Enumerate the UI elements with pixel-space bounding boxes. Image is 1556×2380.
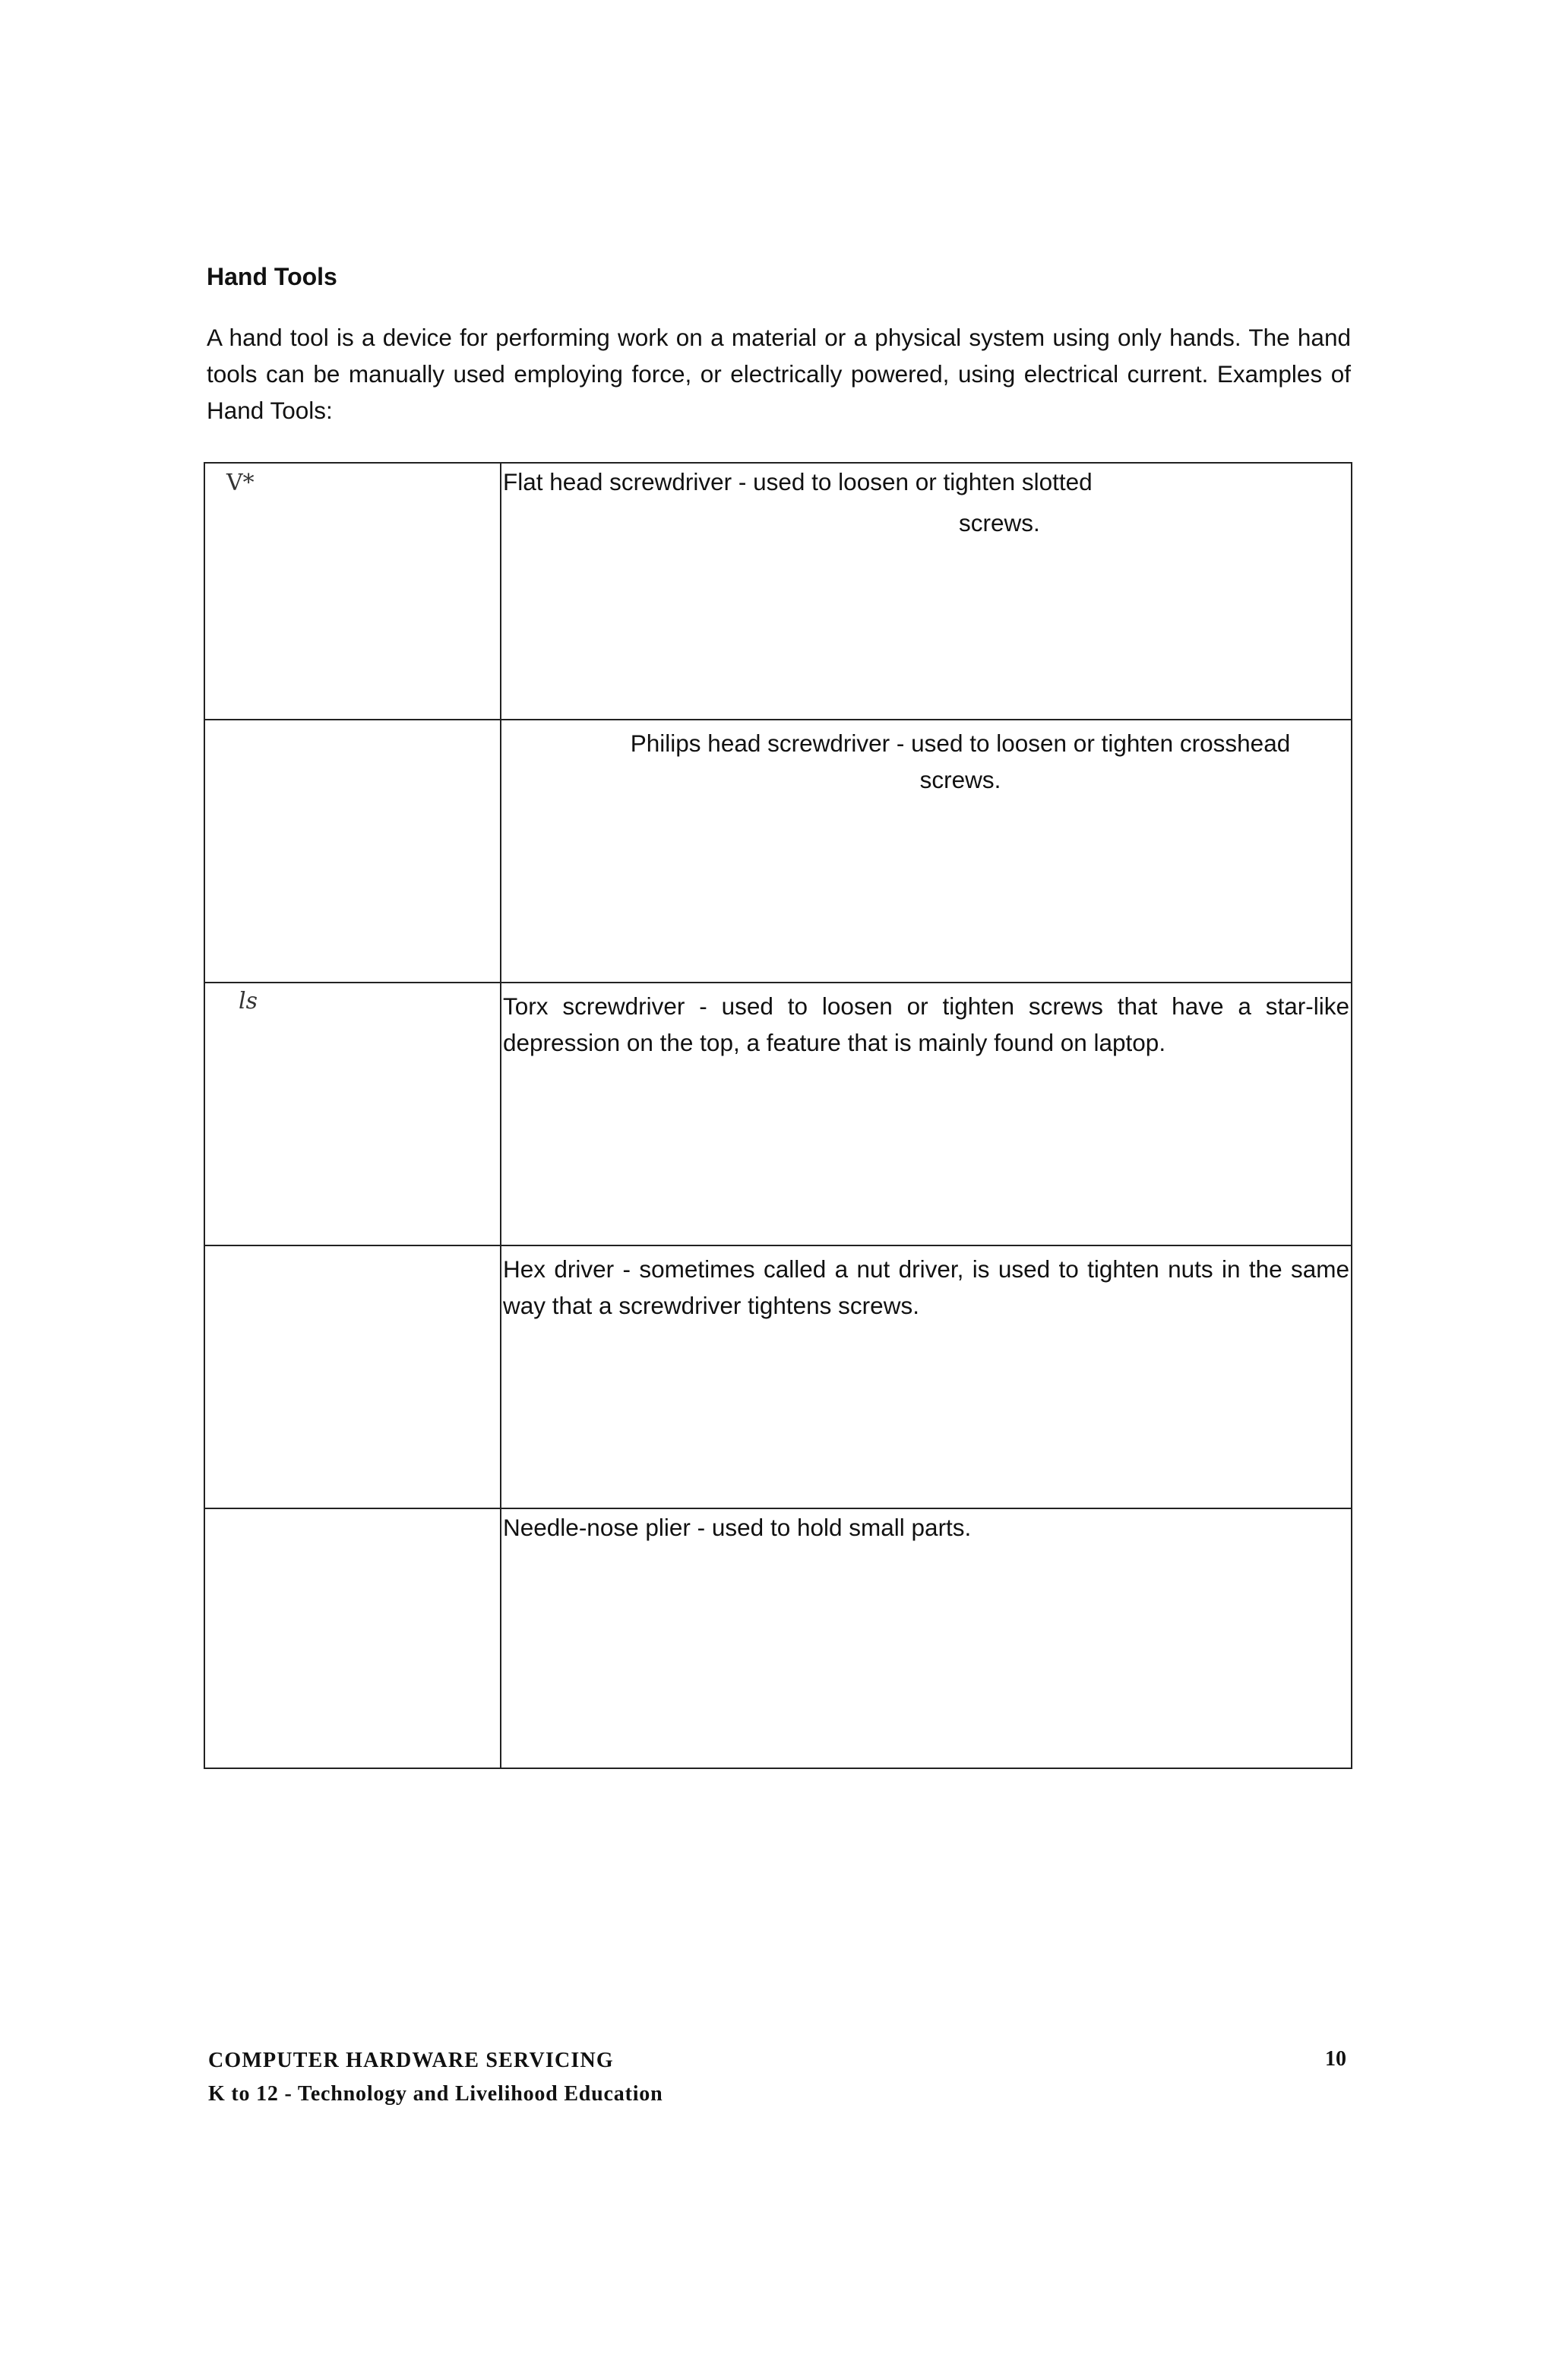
table-row [204,463,1352,720]
tool-description: Needle-nose plier - used to hold small parts. [503,1514,972,1541]
image-artifact-text: ls [239,988,258,1014]
page-number: 10 [1325,2047,1346,2071]
tool-description-cell [501,1245,1352,1508]
image-artifact-text: V* [226,470,255,496]
footer-title: COMPUTER HARDWARE SERVICING [208,2049,614,2072]
tool-image-cell [204,1245,501,1508]
tool-description-cell [501,1508,1352,1768]
tool-description-continued: screws. [959,509,1040,536]
tool-description: Hex driver - sometimes called a nut driver, is used to tighten nuts in the same way that a screwdriver tightens screws. [503,1255,1349,1319]
tool-image-cell [204,463,501,720]
tool-description-cell [501,720,1352,983]
section-heading: Hand Tools [207,263,337,290]
table-row [204,720,1352,983]
tool-description: Flat head screwdriver - used to loosen or tighten slotted [503,468,1093,495]
hand-tools-table [204,462,1352,1769]
tool-description-cell [501,463,1352,720]
tool-image-cell [204,720,501,983]
tool-description: Philips head screwdriver - used to loosen or tighten crosshead screws. [630,730,1291,793]
table-row [204,983,1352,1245]
table-row [204,1508,1352,1768]
footer-subtitle: K to 12 - Technology and Livelihood Education [208,2082,663,2106]
tool-image-cell [204,1508,501,1768]
tool-description: Torx screwdriver - used to loosen or tighten screws that have a star-like depression on the top, a feature that is mainly found on laptop. [503,992,1349,1056]
intro-paragraph: A hand tool is a device for performing work on a material or a physical system using only hands. The hand tools can be manually used employing force, or electrically powered, using electrical current. Examples of Hand Tools: [207,324,1351,424]
tool-description-cell [501,983,1352,1245]
table-row [204,1245,1352,1508]
tool-image-cell [204,983,501,1245]
